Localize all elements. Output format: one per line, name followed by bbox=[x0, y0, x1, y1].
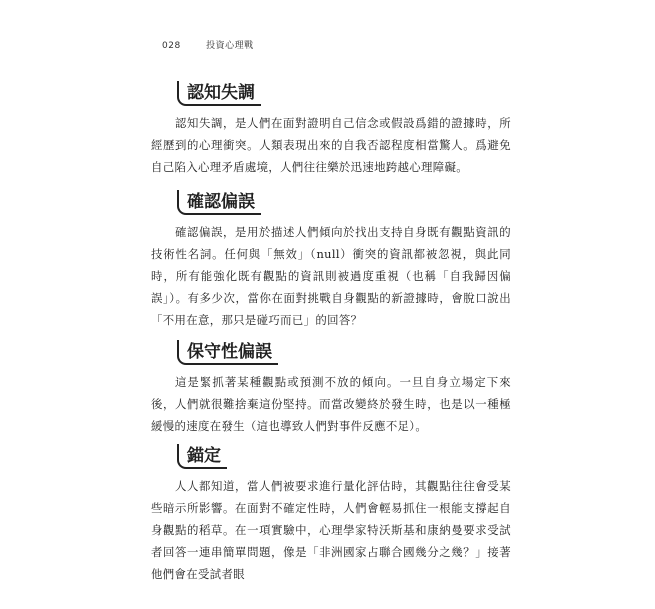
page-number: 028 bbox=[162, 41, 181, 51]
section-body: 人人都知道，當人們被要求進行量化評估時，其觀點往往會受某些暗示所影響。在面對不確定性時，人們會輕易抓住一根能支撐起自身觀點的稻草。在一項實驗中，心理學家特沃斯基和康納曼要求受試者回答一連串簡單問題，像是「非洲國家占聯合國幾分之幾？」接著他們會在受試者眼 bbox=[151, 479, 511, 581]
section-heading: 保守性偏誤 bbox=[177, 340, 278, 365]
section-heading: 認知失調 bbox=[177, 81, 261, 106]
section-heading: 確認偏誤 bbox=[177, 190, 261, 215]
section-conservatism-bias bbox=[151, 340, 511, 437]
section-heading: 錨定 bbox=[177, 444, 227, 469]
section-confirmation-bias bbox=[151, 190, 511, 331]
section-body: 認知失調，是人們在面對證明自己信念或假設爲錯的證據時，所經歷到的心理衝突。人類表現出來的自我否認程度相當驚人。爲避免自己陷入心理矛盾處境，人們往往樂於迅速地跨越心理障礙。 bbox=[151, 116, 511, 174]
section-body: 確認偏誤，是用於描述人們傾向於找出支持自身既有觀點資訊的技術性名詞。任何與「無效」（null）衝突的資訊都被忽視，與此同時，所有能強化既有觀點的資訊則被過度重視（也稱「自我歸因偏誤」）。有多少次，當你在面對挑戰自身觀點的新證據時，會脫口說出「不用在意，那只是碰巧而已」的回答？ bbox=[151, 225, 511, 327]
section-anchoring bbox=[151, 444, 511, 585]
book-title: 投資心理戰 bbox=[206, 41, 254, 51]
section-cognitive-dissonance bbox=[151, 81, 511, 178]
running-header bbox=[162, 38, 254, 51]
section-body: 這是緊抓著某種觀點或預測不放的傾向。一旦自身立場定下來後，人們就很難捨棄這份堅持。而當改變終於發生時，也是以一種極緩慢的速度在發生（這也導致人們對事件反應不足）。 bbox=[151, 375, 511, 433]
